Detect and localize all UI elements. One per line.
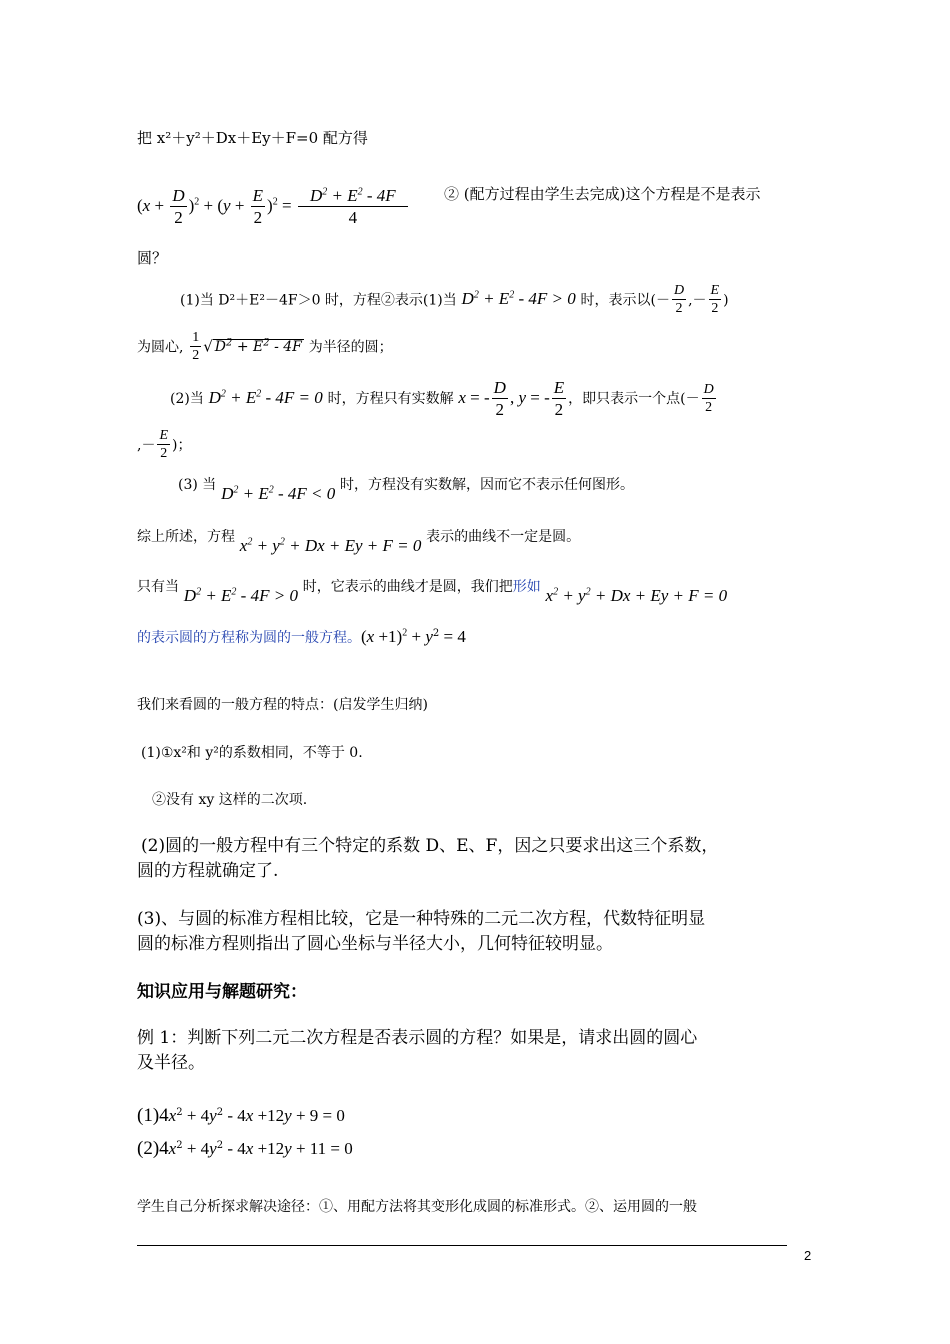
text-line-15 xyxy=(141,838,718,855)
text-general-equation-definition: 的表示圆的方程称为圆的一般方程。 xyxy=(137,630,361,646)
text-line-8: (3) 当 $D^2 + E^2 - 4F < 0$ 时，方程没有实数解，因而它不表示任何图形。 xyxy=(178,477,635,503)
footer-divider xyxy=(137,1245,787,1246)
text-radius: 为半径的圆； xyxy=(308,339,393,356)
text-case3-prefix: (3) 当 xyxy=(178,477,217,493)
text-completing-square: 把 x²＋y²＋Dx＋Ey＋F=0 配方得 xyxy=(137,129,368,147)
text-line-13 xyxy=(141,745,363,760)
text-line-14 xyxy=(152,792,307,807)
text-line-3 xyxy=(137,251,167,266)
text-case1-prefix: (1)当 D²＋E²－4F＞0 时，方程②表示(1)当 xyxy=(180,292,457,309)
text-case3-suffix: 时，方程没有实数解，因而它不表示任何图形。 xyxy=(340,477,635,493)
text-feature-3: (3)、与圆的标准方程相比较，它是一种特殊的二元二次方程，代数特征明显 xyxy=(137,909,706,929)
equation-completed-square: (x + $\frac{D}{2}$ )$^2$ + (y + $\frac{E}{2}$ )$^2$ = $\frac{D^2 + E^2 - 4F}{4}$ xyxy=(137,186,410,228)
text-line-11: 的表示圆的方程称为圆的一般方程。$(x +1)^2 + y^2 = 4$ xyxy=(137,627,466,646)
text-circle-question: 圆？ xyxy=(137,249,168,267)
text-case1-mid: 时，表示以(－ xyxy=(580,292,670,309)
text-center: 为圆心, xyxy=(137,339,184,356)
page-number: 2 xyxy=(804,1248,812,1263)
text-summary-suffix: 表示的曲线不一定是圆。 xyxy=(426,529,581,545)
text-shape-like: 形如 xyxy=(512,579,541,595)
text-line-9: 综上所述，方程 $x^2 + y^2 + Dx + Ey + F = 0$ 表示的曲线不一定是圆。 xyxy=(137,529,581,555)
heading-knowledge-application: 知识应用与解题研究： xyxy=(137,982,307,1002)
text-line-21 xyxy=(137,1055,205,1072)
text-example-1b: 及半径。 xyxy=(137,1053,205,1073)
text-definition-mid: 时，它表示的曲线才是圆，我们把 xyxy=(302,579,513,595)
text-case2-tail: ，即只表示一个点(－ xyxy=(568,390,700,407)
text-case2-mid: 时，方程只有实数解 xyxy=(327,390,454,407)
section-heading xyxy=(137,984,307,1001)
text-question: ② (配方过程由学生去完成)这个方程是不是表示 xyxy=(444,185,761,203)
text-line-20 xyxy=(137,1030,697,1047)
equation-1: $(1)4x^2 + 4y^2 - 4x +12y + 9 = 0$ xyxy=(137,1105,345,1126)
text-line-7: ,－ $\frac{E}{2}$ )； xyxy=(137,428,192,462)
text-summary-prefix: 综上所述，方程 xyxy=(137,529,235,545)
text-case2-prefix: (2)当 xyxy=(170,390,204,407)
text-feature-2: (2)圆的一般方程中有三个特定的系数 D、E、F，因之只要求出这三个系数， xyxy=(141,836,719,856)
text-example-1: 例 1：判断下列二元二次方程是否表示圆的方程？如果是，请求出圆的圆心 xyxy=(137,1028,698,1048)
text-only-when: 只有当 xyxy=(137,579,179,595)
text-feature-3b: 圆的标准方程则指出了圆心坐标与半径大小，几何特征较明显。 xyxy=(137,934,613,954)
text-feature-2b: 圆的方程就确定了. xyxy=(137,861,279,881)
text-line-22 xyxy=(137,1199,697,1214)
text-feature-1b: ②没有 xy 这样的二次项. xyxy=(152,792,308,808)
text-line-4: (1)当 D²＋E²－4F＞0 时，方程②表示(1)当 $D^2 + E^2 - 4F > 0$ 时，表示以(－ $\frac{D}{2}$ ,－ $\frac{E}{2}$ ) xyxy=(180,283,729,317)
text-features-intro: 我们来看圆的一般方程的特点：(启发学生归纳) xyxy=(137,697,428,713)
text-solution-path: 学生自己分析探求解决途径：①、用配方法将其变形化成圆的标准形式。②、运用圆的一般 xyxy=(137,1199,697,1215)
text-line-2-suffix xyxy=(444,187,760,202)
text-feature-1: (1)①x²和 y²的系数相同，不等于 0. xyxy=(141,745,363,761)
text-line-5: 为圆心, $\frac{1}{2}$ √ $D^2 + E^2 - 4F$ 为半径的圆； xyxy=(137,330,393,364)
text-line-16 xyxy=(137,863,278,880)
text-line-1 xyxy=(137,131,368,146)
text-line-18 xyxy=(137,936,613,953)
text-line-6: (2)当 $D^2 + E^2 - 4F = 0$ 时，方程只有实数解 x = - $\frac{D}{2}$ , y = - $\frac{E}{2}$ ，即只表示一个点(－ $\frac{D}{2}$ xyxy=(170,378,714,419)
text-line-17 xyxy=(137,911,705,928)
text-line-10: 只有当 $D^2 + E^2 - 4F > 0$ 时，它表示的曲线才是圆，我们把形如 $x^2 + y^2 + Dx + Ey + F = 0$ xyxy=(137,579,728,605)
text-case2-end: )； xyxy=(172,437,192,454)
equation-2: $(2)4x^2 + 4y^2 - 4x +12y + 11 = 0$ xyxy=(137,1138,353,1159)
text-line-12 xyxy=(137,697,428,712)
